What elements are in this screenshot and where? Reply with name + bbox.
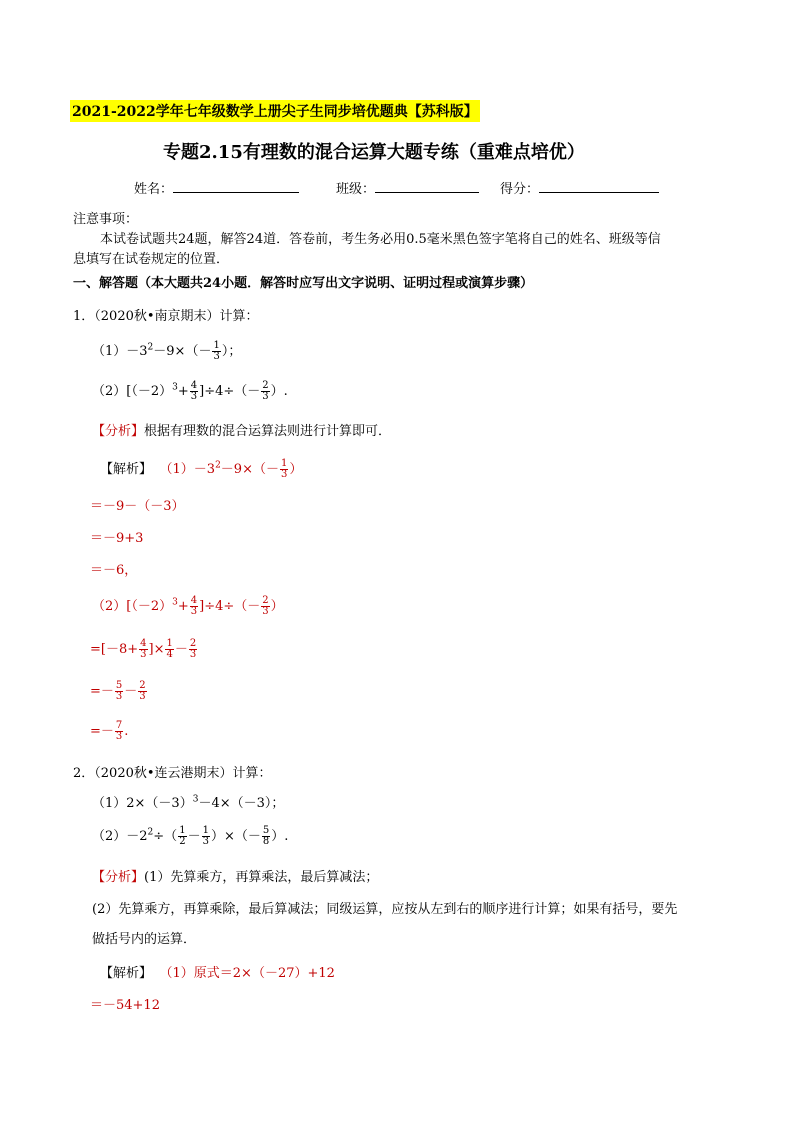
q2-analysis-1	[92, 866, 378, 885]
fraction: $\frac{2}{3}$	[262, 380, 269, 402]
step4-a: =[－8+	[90, 642, 139, 657]
step4-c: －	[174, 642, 188, 657]
step6-a: =－	[90, 724, 114, 739]
step5-b: －	[124, 684, 138, 699]
step5-a: =－	[90, 684, 114, 699]
fraction: $\frac{1}{3}$	[213, 340, 220, 362]
s1-prefix: （1）－3	[166, 462, 216, 477]
section-heading: 一、解答题（本大题共24小题．解答时应写出文字说明、证明过程或演算步骤）	[73, 276, 534, 291]
q2-step: ＝－54+12	[90, 998, 160, 1013]
analysis-tag: 【分析】	[92, 870, 145, 885]
q2-part-1	[92, 792, 284, 811]
fraction: $\frac{2}{3}$	[189, 638, 197, 660]
s1-suffix: ）	[289, 462, 303, 477]
solution-tag: 【解析】	[100, 966, 153, 981]
exponent: 3	[192, 794, 199, 805]
fraction: $\frac{2}{3}$	[262, 595, 269, 617]
q1-p1-prefix: （1）－3	[92, 344, 148, 359]
q2-solution	[100, 962, 335, 981]
score-label: 得分：	[500, 182, 540, 197]
notes-line-2: 息填写在试卷规定的位置．	[73, 252, 230, 267]
fraction: $\frac{5}{8}$	[262, 825, 270, 847]
class-label: 班级：	[336, 182, 376, 197]
exponent: 2	[147, 827, 154, 838]
q1-step-6	[90, 720, 128, 742]
score-field-row	[500, 178, 659, 197]
q1-p1-suffix: ）；	[221, 344, 242, 359]
q2-p2-d: ）×（－	[210, 829, 261, 844]
q2-p1: （1）2×（－3）	[92, 796, 193, 811]
q2-stem: 2．（2020秋•连云港期末）计算：	[73, 766, 272, 781]
step4-b: ]×	[148, 642, 165, 657]
q2-p1-b: －4×（－3）；	[198, 796, 285, 811]
q2-p2-b: ÷（	[153, 829, 178, 844]
notes-line-1: 本试卷试题共24题，解答24道．答卷前，考生务必用0.5毫米黑色签字笔将自己的姓名、班级等信	[100, 232, 661, 247]
q1-solution-part-1	[100, 458, 302, 480]
fraction: $\frac{5}{3}$	[115, 680, 123, 702]
plus-sign: +	[177, 599, 189, 614]
fraction: $\frac{7}{3}$	[115, 720, 123, 742]
q1-stem: 1．（2020秋•南京期末）计算：	[73, 309, 259, 324]
fraction: $\frac{1}{2}$	[179, 825, 186, 847]
s2-prefix: （2）[（－2）	[92, 599, 173, 614]
q1-step-3: ＝－6，	[90, 563, 138, 578]
q1-part-1	[92, 340, 241, 362]
q1-p2-mid: ]÷4÷（－	[199, 384, 261, 399]
q1-p1-mid: －9×（－	[153, 344, 212, 359]
q1-step-1: ＝－9－（－3）	[90, 499, 185, 514]
name-blank	[173, 180, 299, 193]
solution-tag: 【解析】	[100, 462, 153, 477]
q2-analysis-3: 做括号内的运算．	[92, 932, 197, 947]
fraction: $\frac{4}{3}$	[190, 380, 198, 402]
s2-suffix: ）	[270, 599, 284, 614]
q1-part-2	[92, 380, 288, 402]
step6-b: .	[124, 724, 129, 739]
page-title: 专题2.15有理数的混合运算大题专练（重难点培优）	[163, 142, 585, 163]
q2-p2-a: （2）－2	[92, 829, 148, 844]
q1-p2-suffix: ）.	[270, 384, 288, 399]
fraction: $\frac{4}{3}$	[190, 595, 198, 617]
q1-step-4	[90, 638, 198, 660]
q2-s1: （1）原式＝2×（－27）+12	[166, 966, 335, 981]
score-blank	[539, 180, 659, 193]
q2-p2-e: ）.	[271, 829, 289, 844]
s2-mid: ]÷4÷（－	[199, 599, 261, 614]
exponent: 2	[147, 342, 154, 353]
name-label: 姓名：	[134, 182, 174, 197]
fraction: $\frac{4}{3}$	[140, 638, 147, 660]
q1-analysis	[92, 420, 391, 439]
name-field-row	[134, 178, 299, 197]
class-field-row	[336, 178, 479, 197]
fraction: $\frac{1}{3}$	[202, 825, 209, 847]
analysis-text: 根据有理数的混合运算法则进行计算即可．	[144, 424, 392, 439]
analysis-tag: 【分析】	[92, 424, 145, 439]
exponent: 3	[172, 382, 178, 393]
q1-p2-prefix: （2）[（－2）	[92, 384, 173, 399]
q1-solution-part-2	[92, 595, 284, 617]
notes-heading: 注意事项：	[73, 212, 139, 227]
q2-part-2	[92, 825, 288, 847]
fraction: $\frac{1}{3}$	[280, 458, 288, 480]
s1-mid: －9×（－	[220, 462, 279, 477]
fraction: $\frac{2}{3}$	[139, 680, 146, 702]
series-title: 2021-2022学年七年级数学上册尖子生同步培优题典【苏科版】	[70, 100, 480, 122]
plus-sign: +	[177, 384, 189, 399]
q2-analysis-2: (2）先算乘方，再算乘除，最后算减法；同级运算，应按从左到右的顺序进行计算；如果有括号，要先	[92, 902, 678, 917]
exponent: 2	[215, 460, 221, 471]
class-blank	[375, 180, 479, 193]
analysis-text: (1）先算乘方，再算乘法，最后算减法；	[144, 870, 379, 885]
q2-p2-c: －	[187, 829, 201, 844]
q1-step-5	[90, 680, 148, 702]
exponent: 3	[172, 597, 178, 608]
q1-step-2: ＝－9+3	[90, 531, 144, 546]
fraction: $\frac{1}{4}$	[166, 638, 173, 660]
